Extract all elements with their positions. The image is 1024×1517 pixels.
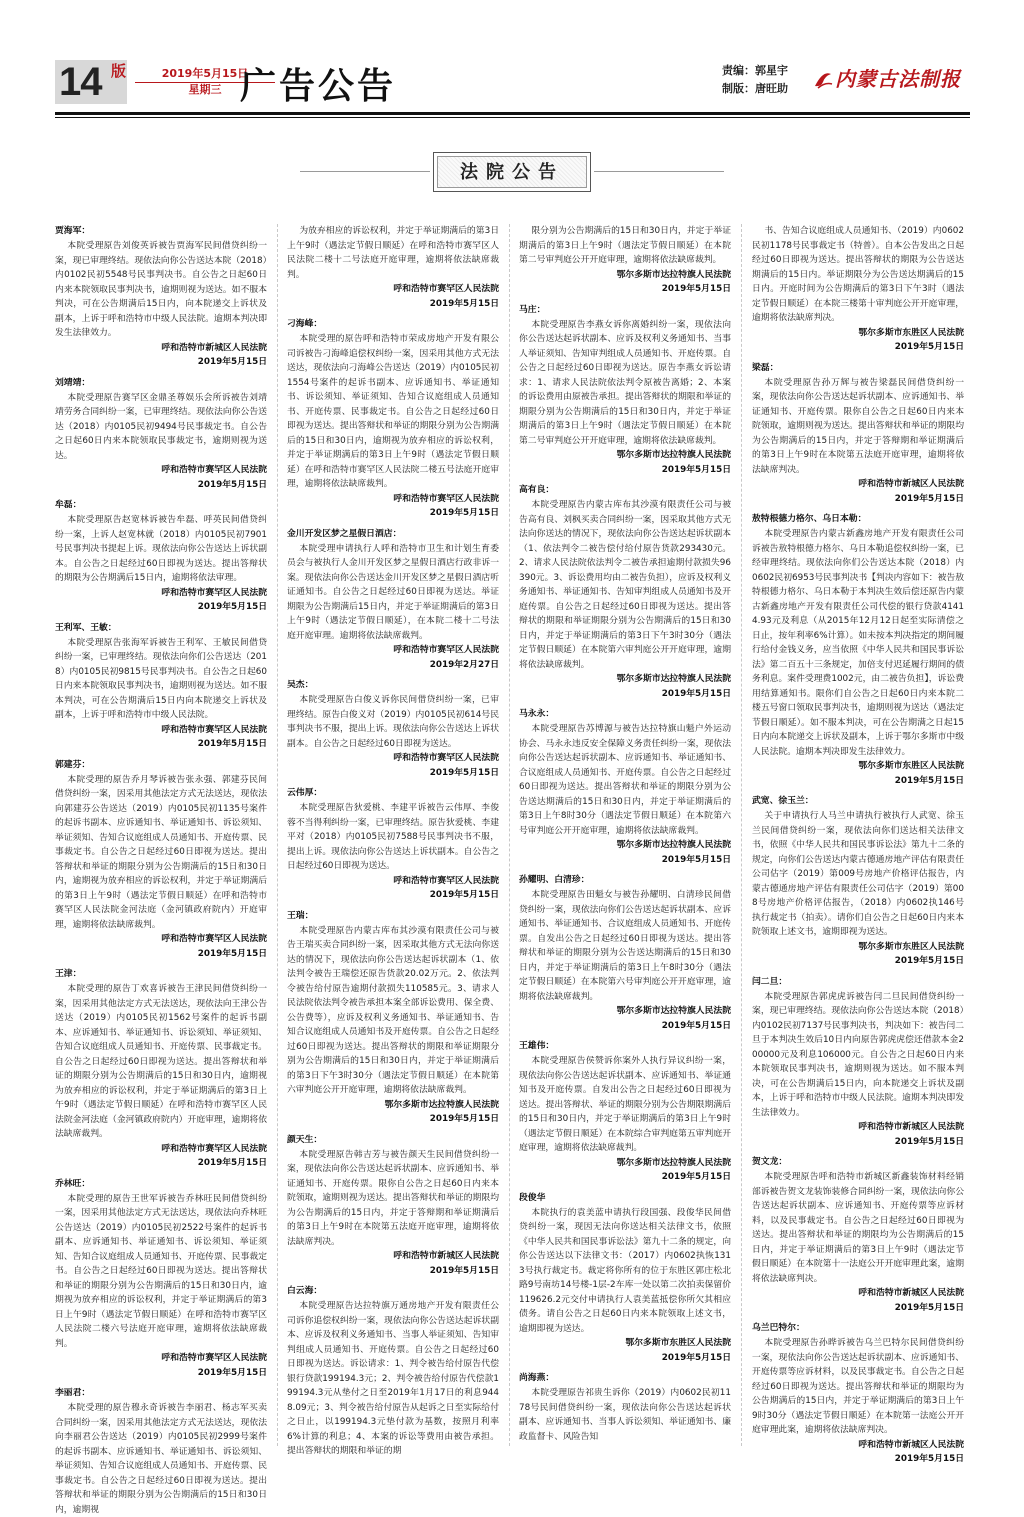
- notice-date: 2019年5月15日: [661, 1352, 731, 1363]
- editor-credits: [722, 62, 812, 98]
- page-number-box: [55, 60, 127, 104]
- notice-date: 2019年5月15日: [197, 948, 267, 959]
- notice-recipient: 武宽、徐玉兰：: [752, 796, 814, 806]
- court-notice: [55, 1386, 267, 1517]
- notice-body: 本院受理原告白俊义诉你民间借贷纠纷一案，已审理终结。原告白俊义对（2019）内0105民初614号民事判决书不服，提出上诉。现依法向你公告送达上诉状副本。自公告之日起经过60日即视为送达。: [287, 695, 499, 749]
- column-4: [752, 224, 964, 1464]
- court-notice: [519, 303, 731, 478]
- notice-court: 呼和浩特市赛罕区人民法院: [161, 934, 267, 944]
- court-notice: [752, 794, 964, 969]
- column-3: [519, 224, 731, 1446]
- notice-date: 2019年5月15日: [894, 1136, 964, 1147]
- court-notice: [752, 975, 964, 1150]
- notice-date: 2019年2月27日: [429, 659, 499, 670]
- notice-date: 2019年5月15日: [661, 854, 731, 865]
- page-number: 14: [59, 60, 102, 104]
- court-notice: [519, 707, 731, 867]
- notice-court: 呼和浩特市赛罕区人民法院: [161, 465, 267, 475]
- notice-body: 本院受理原告赵宽林诉被告牟磊、呼英民间借贷纠纷一案，上诉人赵宽林就（2018）内0105民初7901号民事判决书提起上诉。现依法向你公告送达上诉状副本。自公告之日起经过60日即视为送达。提出答辩状的期限为公告期满后15日内，逾期将依法审理。: [55, 515, 267, 583]
- notice-recipient: 王利军、王敏：: [55, 622, 117, 633]
- court-notice: [287, 317, 499, 521]
- notice-recipient: 吴杰：: [287, 680, 314, 690]
- banner-title: 法院公告: [460, 162, 564, 183]
- column-divider: [277, 224, 278, 1446]
- notice-date: 2019年5月15日: [894, 342, 964, 352]
- notice-body: 本院受理原告祁贵生诉你（2019）内0602民初1178号民间借贷纠纷一案，现依法向你公告送达起诉状副本、应诉通知书、当事人诉讼须知、举证通知书、廉政监督卡、风险告知: [519, 1388, 731, 1442]
- notice-court: 鄂尔多斯市达拉特旗人民法院: [384, 1099, 499, 1110]
- notice-date: 2019年5月15日: [661, 464, 731, 475]
- notice-recipient: 刘靖靖：: [55, 377, 91, 388]
- court-notice: [55, 758, 267, 962]
- notice-date: 2019年5月15日: [894, 1454, 964, 1464]
- notice-court: 鄂尔多斯市达拉特旗人民法院: [616, 1157, 731, 1168]
- notice-court: 呼和浩特市赛罕区人民法院: [161, 724, 267, 735]
- notice-recipient: 马庄：: [519, 304, 546, 315]
- notice-recipient: 刁海峰：: [287, 319, 323, 329]
- masthead: [55, 60, 970, 112]
- court-notice: [752, 512, 964, 788]
- notice-body: 本院受理的原告呼和浩特市荣成房地产开发有限公司诉被告刁海峰追偿权纠纷一案，因采用其他方式无法送达，现依法向刁海峰公告送达（2019）内0105民初1554号案件的起诉书副本、应诉通知书、举证通知书、诉讼须知、举证须知、告知合议庭组成人员通知书、开庭传票、民事裁定书。自公告之日起经过60日即视为送达。提出答辩状和举证的期限分别为公告期满后的15日和30日内，逾期视为放弃相应的诉讼权利，并定于举证期满后的第3日上午9时（遇法定节假日顺延）在呼和浩特市赛罕区人民法院二楼五号法庭开庭审理，逾期将依法缺席裁判。: [287, 334, 499, 489]
- notice-recipient: 云伟厚：: [287, 788, 323, 798]
- notice-body: 本院受理原告刘俊英诉被告贾海军民间借贷纠纷一案，现已审理终结。现依法向你公告送达本院（2018）内0102民初5548号民事判决书。自公告之日起60日内来本院领取民事判决书，逾期则视为送达。如不服本判决，可在公告期满后15日内，向本院递交上诉状及副本，上诉于呼和浩特市中级人民法院。逾期本判决即发生法律效力。: [55, 241, 267, 338]
- court-notice: [287, 1133, 499, 1279]
- court-notice: [55, 224, 267, 370]
- editor-name: 责编：郭星宇: [722, 64, 788, 77]
- notice-recipient: 乔林旺：: [55, 1178, 91, 1189]
- notice-body: 本院受理原告李燕女诉你离婚纠纷一案，现依法向你公告送达起诉状副本、应诉及权利义务通知书、当事人举证须知、告知审判组成人员通知书、开庭传票。自公告之日起经过60日即视为送达。原告李燕女诉讼请求：1、请求人民法院依法判令原被告离婚；2、本案的诉讼费用由原被告承担。提出答辩状的期限和举证的期限分别为公告期满后的15日和30日内，并定于举证期满后的第3日上午9时（遇法定节假日顺延）在本院第二号审判庭公开开庭审理，逾期将依法缺席裁判。: [519, 319, 731, 446]
- notice-court: 呼和浩特市赛罕区人民法院: [161, 587, 267, 598]
- court-notice: [519, 224, 731, 297]
- notice-body: 限分别为公告期满后的15日和30日内，并定于举证期满后的第3日上午9时（遇法定节假日顺延）在本院第二号审判庭公开开庭审理，逾期将依法缺席裁判。: [519, 226, 731, 265]
- notice-recipient: 马永永：: [519, 709, 555, 719]
- notice-body: 本院受理的原告乔月琴诉被告张永强、郭建芬民间借贷纠纷一案，因采用其他法定方式无法送达，现依法向郭建芬公告送达（2019）内0105民初1135号案件的起诉书副本、应诉通知书、举证通知书、诉讼须知、举证须知、告知合议庭组成人员通知书、开庭传票、民事裁定书。自公告之日起经过60日即视为送达。提出答辩状和举证的期限分别为公告期满后的15日和30日内，逾期视为放弃相应的诉讼权利，并定于举证期满后的第3日上午9时（遇法定节假日顺延）在呼和浩特市赛罕区人民法院金河法庭（金河镇政府院内）开庭审理，逾期将依法缺席裁判。: [55, 774, 267, 930]
- notice-court: 呼和浩特市新城区人民法院: [858, 479, 964, 489]
- notice-date: 2019年5月15日: [197, 739, 267, 749]
- court-notice: [55, 376, 267, 493]
- banner-line-right: [594, 171, 724, 172]
- notice-court: 呼和浩特市赛罕区人民法院: [161, 1143, 267, 1154]
- court-notice: [519, 1191, 731, 1366]
- notice-recipient: 孙耀明、白清珍：: [519, 875, 590, 885]
- notice-court: 鄂尔多斯市达拉特旗人民法院: [616, 1006, 731, 1016]
- notice-recipient: 王雄伟：: [519, 1041, 555, 1051]
- notice-recipient: 贾海军：: [55, 226, 91, 236]
- notice-recipient: 金川开发区梦之星假日酒店：: [287, 528, 402, 539]
- notice-body: 本院执行的袁美蓝申请执行段国强、段俊华民间借贷纠纷一案，现因无法向你送达相关法律文书，依照《中华人民共和国民事诉讼法》第九十二条的规定，向你公告送达以下法律文书：（2017）内0602执恢1313号执行裁定书。裁定将你所有的位于东胜区郭庄松北路9号南坊14号楼-1层-2车库一处以第二次拍卖保留价119626.2元交付申请执行人袁美蓝抵偿你所欠其相应债务。请自公告之日起60日内来本院领取上述文书，逾期即视为送达。: [519, 1207, 731, 1334]
- notice-date: 2019年5月15日: [429, 1265, 499, 1276]
- notice-date: 2019年5月15日: [429, 298, 499, 309]
- notice-court: 呼和浩特市新城区人民法院: [858, 1122, 964, 1132]
- notice-court: 鄂尔多斯市东胜区人民法院: [858, 761, 964, 771]
- notice-body: 本院受理的原告穆永奇诉被告李丽君、杨志军买卖合同纠纷一案，因采用其他法定方式无法送达，现依法向李丽君公告送达（2019）内0105民初2999号案件的起诉书副本、应诉通知书、举证通知书、诉讼须知、举证须知、告知合议庭组成人员通知书、开庭传票、民事裁定书。自公告之日起经过60日即视为送达。提出答辩状和举证的期限分别为公告期满后的15日和30日内，逾期视: [55, 1403, 267, 1515]
- banner-frame: [437, 156, 587, 188]
- court-notice: [55, 967, 267, 1171]
- notice-court: 呼和浩特市赛罕区人民法院: [393, 284, 499, 294]
- court-notice: [519, 1039, 731, 1185]
- notice-body: 本院受理的原告王世军诉被告乔林旺民间借贷纠纷一案，因采用其他法定方式无法送达，现依法向乔林旺公告送达（2019）内0105民初2522号案件的起诉书副本、应诉通知书、举证通知书、诉讼须知、举证须知、告知合议庭组成人员通知书、开庭传票、民事裁定书。自公告之日起经过60日即视为送达。提出答辩状和举证的期限分别为公告期满后的15日和30日内，逾期视为放弃相应的诉讼权利，并定于举证期满后的第3日上午9时（遇法定节假日顺延）在呼和浩特市赛罕区人民法院二楼六号法庭开庭审理，逾期将依法缺席裁判。: [55, 1193, 267, 1349]
- notice-body: 本院受理的原告丁欢喜诉被告王津民间借贷纠纷一案，因采用其他法定方式无法送达，现依法向王津公告送达（2019）内0105民初1562号案件的起诉书副本、应诉通知书、举证通知书、诉讼须知、举证须知、告知合议庭组成人员通知书、开庭传票、民事裁定书。自公告之日起经过60日即视为送达。提出答辩状和举证的期限分别为公告期满后的15日和30日内，逾期视为放弃相应的诉讼权利，并定于举证期满后的第3日上午9时（遇法定节假日顺延）在呼和浩特市赛罕区人民法院金河法庭（金河镇政府院内）开庭审理，逾期将依法缺席裁判。: [55, 984, 267, 1139]
- notice-date: 2019年5月15日: [197, 357, 267, 367]
- notice-body: 本院受理原告达拉特旗万通房地产开发有限责任公司诉你追偿权纠纷一案，现依法向你公告送达起诉状副本、应诉及权利义务通知书、当事人举证须知、告知审判组成人员通知书、开庭传票。自公告之日起经过60日即视为送达。诉讼请求：1、判令被告给付原告代偿银行贷款199194.3元；2、判令被告给付原告代偿款199194.3元从垫付之日至2019年1月17日的利息9448.09元；3、判令被告给付原告从起诉之日至实际给付之日止，以199194.3元垫付款为基数，按照月利率6%计算的利息；4、本案的诉讼等费用由被告承担。提出答辩状的期限和举证的期: [287, 1301, 499, 1456]
- notice-date: 2019年5月15日: [661, 1172, 731, 1182]
- court-notice: [55, 1177, 267, 1381]
- notice-date: 2019年5月15日: [429, 508, 499, 518]
- notice-court: 鄂尔多斯市达拉特旗人民法院: [616, 450, 731, 460]
- notice-recipient: 敖特根德力格尔、乌日本勒：: [752, 514, 867, 524]
- notice-date: 2019年5月15日: [894, 1302, 964, 1313]
- notice-recipient: 王津：: [55, 969, 82, 979]
- column-2: [287, 224, 499, 1456]
- notice-body: 本院受理原告内蒙古新鑫房地产开发有限责任公司诉被告敖特根德力格尔、乌日本勒追偿权纠纷一案，已经审理终结。现依法向你们公告送达本院（2018）内0602民初6953号民事判决书【判决内容如下：被告敖特根德力格尔、乌日本勒于本判决生效后偿还原告内蒙古新鑫房地产开发有限责任公司代偿的银行贷款41414.93元及利息（从2015年12月12日起至实际清偿之日止，按年利率6%计算）。如未按本判决指定的期间履行给付金钱义务，应当依照《中华人民共和国民事诉讼法》第二百五十三条规定，加倍支付迟延履行期间的债务利息。案件受理费1002元，由二被告负担】，诉讼费用结算通知书。限你们自公告之日起60日内来本院二楼五号窗口领取民事判决书，逾期则视为送达（遇法定节假日顺延）。如不服本判决，可在公告期满之日起15日内向本院递交上诉状及副本，上诉于鄂尔多斯市中级人民法院。逾期本判决即发生法律效力。: [752, 529, 964, 757]
- notice-recipient: 颜天生：: [287, 1134, 323, 1145]
- notice-date: 2019年5月15日: [429, 767, 499, 778]
- notice-recipient: 白云海：: [287, 1286, 323, 1296]
- notice-date: 2019年5月15日: [429, 1114, 499, 1124]
- notice-date: 2019年5月15日: [197, 479, 267, 490]
- notice-recipient: 贺文龙：: [752, 1157, 788, 1167]
- notice-date: 2019年5月15日: [661, 1020, 731, 1031]
- banner-line-left: [300, 171, 430, 172]
- court-notice: [287, 909, 499, 1127]
- column-1: [55, 224, 267, 1515]
- notice-date: 2019年5月15日: [429, 890, 499, 900]
- notice-court: 呼和浩特市赛罕区人民法院: [161, 1353, 267, 1363]
- notice-court: 鄂尔多斯市东胜区人民法院: [625, 1338, 731, 1348]
- notice-body: 本院受理原告赛罕区金鼎圣尊娱乐会所诉被告刘靖靖劳务合同纠纷一案，已审理终结。现依法向你公告送达（2018）内0105民初9494号民事裁定书。自公告之日起60日内来本院领取民事裁定书，逾期则视为送达。: [55, 392, 267, 461]
- notice-recipient: 闫二旦：: [752, 976, 788, 987]
- notice-recipient: 乌兰巴特尔：: [752, 1323, 805, 1333]
- notice-body: 书、告知合议庭组成人员通知书、（2019）内0602民初1178号民事裁定书（特普）。自本公告发出之日起经过60日即视为送达。提出答辩状的期限为公告送达期满后的15日内。举证期限分为公告送达期满后的15日内。开庭时间为公告期满后的第3日下午3时（遇法定节假日顺延）在本院三楼第十审判庭公开开庭审理，逾期将依法缺席判决。: [752, 226, 964, 323]
- court-notice: [752, 1155, 964, 1315]
- notice-body: 本院受理原告侯赞诉你案外人执行异议纠纷一案，现依法向你公告送达起诉状副本、应诉通知书、举证通知书及开庭传票。自发出公告之日起经过60日即视为送达。提出答辩状、举证的期限分别为公告期限期满后的15日和30日内，并定于举证期满后的第3日上午9时（遇法定节假日顺延）在本院综合审判庭第五审判庭开庭审理，逾期将依法缺席裁判。: [519, 1056, 731, 1153]
- court-notice: [287, 527, 499, 673]
- court-notice: [287, 224, 499, 311]
- notice-body: 本院受理申请执行人呼和浩特市卫生和计划生育委员会与被执行人金川开发区梦之星假日酒店行政非诉一案。现依法向你公告送达金川开发区梦之星假日酒店听证通知书。自公告之日起经过60日即视为送达。举证期限为公告期满后15日内，并定于举证期满后的第3日上午9时（遇法定节假日顺延），在本院二楼十二号法庭开庭审理。逾期将依法缺席裁判。: [287, 543, 499, 641]
- masthead-rule: [55, 112, 970, 115]
- notice-date: 2019年5月15日: [894, 775, 964, 786]
- notice-body: 本院受理原告孙万辉与被告梁磊民间借贷纠纷一案，现依法向你公告送达起诉状副本、应诉通知书、举证通知书、开庭传票。限你自公告之日起60日内来本院领取，逾期则视为送达。提出答辩状和举证的期限均为公告期满后的15日内，并定于答辩期和举证期满后的第3日上午9时在本院第五法庭开庭审理，逾期将依法缺席判决。: [752, 377, 964, 475]
- notice-court: 呼和浩特市赛罕区人民法院: [393, 645, 499, 655]
- newspaper-name: 内蒙古法制报: [835, 67, 961, 91]
- notice-date: 2019年5月15日: [661, 284, 731, 294]
- page-suffix: 版: [111, 62, 127, 80]
- court-notice: [55, 498, 267, 615]
- court-notice: [752, 1321, 964, 1467]
- section-title: 广告公告: [240, 66, 397, 107]
- notice-date: 2019年5月15日: [894, 956, 964, 966]
- notice-body: 本院受理原告内蒙古库布其沙漠有限责任公司与被告王瑞买卖合同纠纷一案，因采取其他方式无法向你送达的情况下，现依法向你公告送达起诉状副本（1、依法判令被告王瑞偿还原告货款20.02万元。2、依法判令被告给付原告逾期付款损失110585元。3、请求人民法院依法判令被告承担本案全部诉讼费用、保全费、公告费等），应诉及权利义务通知书、举证通知书、告知合议庭组成人员通知书及开庭传票。自公告之日起经过60日即视为送达。提出答辩状的期限和举证期限分别为公告期满后的15日和30日内，并定于举证期满后的第3日下午3时30分（遇法定节假日顺延）在本院第六审判庭公开开庭审理，逾期将依法缺席裁判。: [287, 925, 499, 1095]
- masthead-rule-thin: [55, 117, 970, 118]
- notice-date: 2019年5月15日: [894, 493, 964, 504]
- notice-body: 关于申请执行人马兰申请执行被执行人武宽、徐玉兰民间借贷纠纷一案，现依法向你们送达相关法律文书，依照《中华人民共和国民事诉讼法》第九十二条的规定，向你们公告送达内蒙古德通房地产评估有限责任公司估字（2019）第009号房地产价格评估报告，内蒙古德通房地产评估有限责任公司估字（2019）第008号房地产价格评估报告，（2018）内0602执146号执行裁定书（拍卖）。请你们自公告之日起60日内来本院领取上述文书，逾期即视为送达。: [752, 811, 964, 937]
- section-banner: [433, 152, 591, 192]
- notice-recipient: 高有良：: [519, 485, 555, 495]
- issue-weekday: 星期三: [188, 83, 222, 96]
- notice-court: 鄂尔多斯市东胜区人民法院: [858, 941, 964, 952]
- notice-court: 呼和浩特市赛罕区人民法院: [393, 493, 499, 504]
- notice-body: 本院受理原告狄爱桃、李建平诉被告云伟厚、李俊蓉不当得利纠纷一案，已审理终结。原告狄爱桃、李建平对（2018）内0105民初7588号民事判决书不服，提出上诉。现依法向你公告送达上诉状副本。自公告之日起经过60日即视为送达。: [287, 803, 499, 871]
- notice-body: 本院受理原告韩吉芳与被告颜天生民间借贷纠纷一案，现依法向你公告送达起诉状副本、应诉通知书、举证通知书、开庭传票。限你自公告之日起60日内来本院领取，逾期则视为送达。提出答辩状和举证的期限均为公告期满后的15日内，并定于答辩期和举证期满后的第3日上午9时在本院第五法庭开庭审理，逾期将依法缺席判决。: [287, 1149, 499, 1247]
- notice-recipient: 梁磊：: [752, 362, 779, 373]
- court-notice: [752, 224, 964, 355]
- notice-body: 本院受理原告呼和浩特市新城区新鑫装饰材料经销部诉被告贺文龙装饰装修合同纠纷一案，现依法向你公告送达起诉状副本、应诉通知书、开庭传票等应诉材料，以及民事裁定书。自公告之日起经过60日即视为送达。提出答辩状和举证的期限均为公告期满后的15日内，并定于举证期满后的第3日上午9时（遇法定节假日顺延）在本院第十一法庭公开开庭审理此案，逾期将依法缺席判决。: [752, 1172, 964, 1284]
- notice-date: 2019年5月15日: [197, 1158, 267, 1168]
- notice-recipient: 李丽君：: [55, 1388, 91, 1398]
- notice-body: 本院受理原告内蒙古库布其沙漠有限责任公司与被告高有良、刘枫买卖合同纠纷一案，因采取其他方式无法向你送达的情况下，现依法向你公告送达起诉状副本（1、依法判令二被告偿付给付原告货款293430元。2、请求人民法院依法判令二被告承担逾期付款损失96390元。3、诉讼费用均由二被告负担），应诉及权利义务通知书、举证通知书、告知审判组成人员通知书及开庭传票。自公告之日起经过60日即视为送达。提出答辩状的期限和举证期限分别为公告期满后的15日和30日内，并定于举证期满后的第3日下午3时30分（遇法定节假日顺延）在本院第六审判庭公开开庭审理，逾期将依法缺席裁判。: [519, 500, 731, 670]
- notice-court: 呼和浩特市赛罕区人民法院: [393, 753, 499, 763]
- court-notice: [287, 678, 499, 780]
- notice-recipient: 牟磊：: [55, 500, 82, 510]
- newspaper-logo: [813, 64, 973, 94]
- notice-date: 2019年5月15日: [197, 602, 267, 612]
- notice-body: 本院受理原告苏博源与被告达拉特旗山魁户外运动协会、马永永违反安全保障义务责任纠纷一案，现依法向你公告送达起诉状副本、应诉通知书、举证通知书、合议庭组成人员通知书、开庭传票。自公告之日起经过60日即视为送达。提出答辩状和举证的期限分别为公告送达期满后的15日和30日内，并定于举证期满后的第3日上午8时30分（遇法定节假日顺延）在本院第六号审判庭公开开庭审理，逾期将依法缺席裁判。: [519, 724, 731, 836]
- court-notice: [519, 873, 731, 1033]
- notice-date: 2019年5月15日: [197, 1367, 267, 1378]
- notice-court: 鄂尔多斯市达拉特旗人民法院: [616, 674, 731, 684]
- court-notice: [519, 1371, 731, 1444]
- producer-name: 制版：唐旺助: [722, 82, 788, 95]
- court-notice: [287, 1284, 499, 1459]
- notice-body: 本院受理原告张海军诉被告王利军、王敏民间借贷纠纷一案，已审理终结。现依法向你们公告送达（2018）内0105民初9815号民事判决书。自公告之日起60日内来本院领取民事判决书，逾期则视为送达。如不服本判决，可在公告期满后15日内向本院递交上诉状及副本，上诉于呼和浩特市中级人民法院。: [55, 637, 267, 720]
- court-notice: [287, 786, 499, 903]
- notice-body: 本院受理原告郭虎虎诉被告闫二旦民间借贷纠纷一案，现已审理终结。现依法向你公告送达本院（2018）内0102民初7137号民事判决书，判决如下：被告闫二旦于本判决生效后10日内向原告郭虎虎偿还借款本金200000元及利息106000元。自公告之日起60日内来本院领取民事判决书，逾期则视为送达。如不服本判决，可在公告期满后15日内，向本院递交上诉状及副本，上诉于呼和浩特市中级人民法院。逾期本判决即发生法律效力。: [752, 991, 964, 1118]
- court-notice: [55, 621, 267, 752]
- column-divider: [509, 224, 510, 1446]
- notice-court: 呼和浩特市新城区人民法院: [161, 342, 267, 353]
- notice-court: 鄂尔多斯市东胜区人民法院: [858, 327, 964, 338]
- notice-court: 鄂尔多斯市达拉特旗人民法院: [616, 840, 731, 850]
- notice-recipient: 尚海燕：: [519, 1373, 555, 1383]
- notice-recipient: 郭建芬：: [55, 759, 91, 770]
- column-divider: [741, 224, 742, 1446]
- notice-recipient: 王瑞：: [287, 910, 314, 921]
- notice-court: 呼和浩特市新城区人民法院: [393, 1251, 499, 1261]
- notice-date: 2019年5月15日: [661, 688, 731, 699]
- court-notice: [519, 483, 731, 701]
- notice-court: 呼和浩特市新城区人民法院: [858, 1288, 964, 1298]
- notice-court: 呼和浩特市赛罕区人民法院: [393, 875, 499, 886]
- notice-recipient: 段俊华: [519, 1192, 546, 1203]
- court-notice: [752, 361, 964, 507]
- notice-court: 鄂尔多斯市达拉特旗人民法院: [616, 269, 731, 280]
- notice-body: 为放弃相应的诉讼权利，并定于举证期满后的第3日上午9时（遇法定节假日顺延）在呼和浩特市赛罕区人民法院二楼十二号法庭开庭审理，逾期将依法缺席裁判。: [287, 226, 499, 280]
- logo-emblem-icon: [813, 68, 833, 90]
- notice-body: 本院受理原告田魁女与被告孙耀明、白清珍民间借贷纠纷一案，现依法向你们公告送达起诉状副本、应诉通知书、举证通知书、合议庭组成人员通知书、开庭传票。自发出公告之日起经过60日即视为送达。提出答辩状和举证的期限分别为公告送达期满后的15日和30日内，并定于举证期满后的第3日上午8时30分（遇法定节假日顺延）在本院第六号审判庭公开开庭审理，逾期将依法缺席裁判。: [519, 890, 731, 1002]
- notice-court: 呼和浩特市新城区人民法院: [858, 1439, 964, 1450]
- notice-body: 本院受理原告孙晔诉被告乌兰巴特尔民间借贷纠纷一案，现依法向你公告送达起诉状副本、应诉通知书、开庭传票等应诉材料，以及民事裁定书。自公告之日起经过60日即视为送达。提出答辩状和举证的期限均为公告期满后的15日内，并定于举证期满后的第3日上午9时30分（遇法定节假日顺延）在本院第一法庭公开开庭审理此案，逾期将依法缺席判决。: [752, 1338, 964, 1435]
- issue-date: 2019年5月15日: [161, 67, 249, 80]
